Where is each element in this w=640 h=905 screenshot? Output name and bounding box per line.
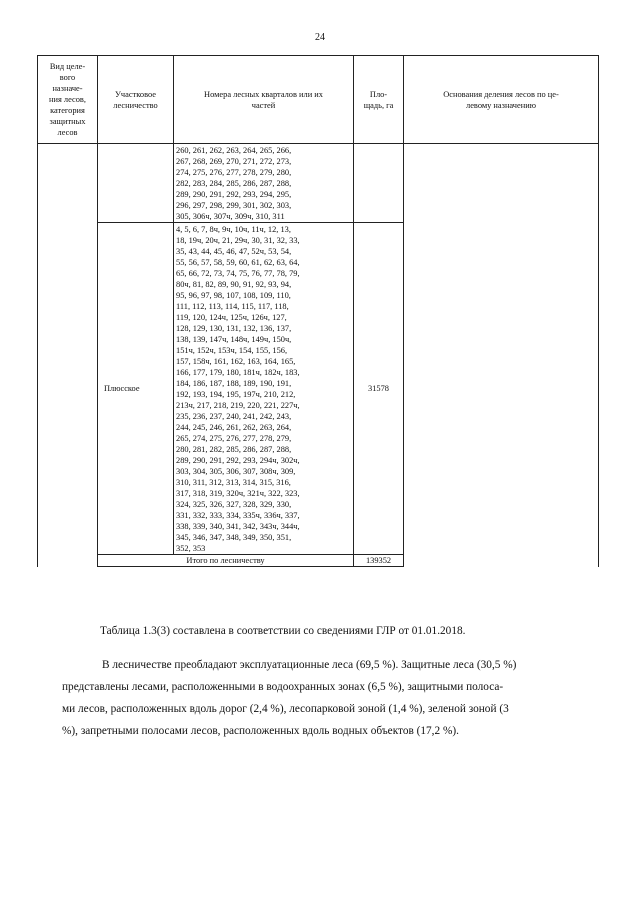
list-line: 65, 66, 72, 73, 74, 75, 76, 77, 78, 79, (176, 269, 300, 278)
forest-division-table (37, 55, 599, 567)
district-name: Плюсское (98, 223, 174, 555)
list-line: 305, 306ч, 307ч, 309ч, 310, 311 (176, 212, 285, 221)
quarter-list-plyusskoe (174, 223, 354, 555)
list-line: 289, 290, 291, 292, 293, 294, 295, (176, 190, 292, 199)
list-line: 35, 43, 44, 45, 46, 47, 52ч, 53, 54, (176, 247, 292, 256)
list-line: 317, 318, 319, 320ч, 321ч, 322, 323, (176, 489, 300, 498)
list-line: 331, 332, 333, 334, 335ч, 336ч, 337, (176, 511, 300, 520)
paragraph-line: %), запретными полосами лесов, расположенных вдоль водных объектов (17,2 %). (62, 725, 459, 737)
district-area: 31578 (354, 223, 404, 555)
header-area: Пло- щадь, га (354, 56, 404, 144)
list-line: 213ч, 217, 218, 219, 220, 221, 227ч, (176, 401, 300, 410)
page-number: 24 (315, 32, 325, 43)
paragraph-line: В лесничестве преобладают эксплуатационные леса (69,5 %). Защитные леса (30,5 %) (102, 659, 517, 671)
total-label: Итого по лесничеству (98, 555, 354, 567)
list-line: 157, 158ч, 161, 162, 163, 164, 165, (176, 357, 296, 366)
header-purpose-type: Вид целе- вого назначе- ния лесов, категория защитных лесов (38, 56, 98, 144)
quarter-list-continuation (174, 144, 354, 223)
division-basis-cell (404, 144, 599, 567)
area-cell-empty (354, 144, 404, 223)
paragraph-line: ми лесов, расположенных вдоль дорог (2,4 %), лесопарковой зоной (1,4 %), зеленой зоной (3 (62, 703, 509, 715)
list-line: 280, 281, 282, 285, 286, 287, 288, (176, 445, 292, 454)
list-line: 274, 275, 276, 277, 278, 279, 280, (176, 168, 292, 177)
paragraph-line: представлены лесами, расположенными в водоохранных зонах (6,5 %), защитными полоса- (62, 681, 504, 693)
body-paragraph (62, 654, 588, 742)
list-line: 166, 177, 179, 180, 181ч, 182ч, 183, (176, 368, 300, 377)
list-line: 235, 236, 237, 240, 241, 242, 243, (176, 412, 292, 421)
list-line: 4, 5, 6, 7, 8ч, 9ч, 10ч, 11ч, 12, 13, (176, 225, 291, 234)
district-cell-empty (98, 144, 174, 223)
list-line: 80ч, 81, 82, 89, 90, 91, 92, 93, 94, (176, 280, 292, 289)
list-line: 111, 112, 113, 114, 115, 117, 118, (176, 302, 289, 311)
list-line: 151ч, 152ч, 153ч, 154, 155, 156, (176, 346, 288, 355)
list-line: 119, 120, 124ч, 125ч, 126ч, 127, (176, 313, 287, 322)
purpose-type-cell (38, 144, 98, 567)
list-line: 138, 139, 147ч, 148ч, 149ч, 150ч, (176, 335, 292, 344)
list-line: 296, 297, 298, 299, 301, 302, 303, (176, 201, 292, 210)
table-row-continuation (38, 144, 599, 223)
list-line: 18, 19ч, 20ч, 21, 29ч, 30, 31, 32, 33, (176, 236, 300, 245)
total-value: 139352 (354, 555, 404, 567)
list-line: 192, 193, 194, 195, 197ч, 210, 212, (176, 390, 296, 399)
list-line: 352, 353 (176, 544, 206, 553)
list-line: 324, 325, 326, 327, 328, 329, 330, (176, 500, 292, 509)
list-line: 267, 268, 269, 270, 271, 272, 273, (176, 157, 292, 166)
table-caption: Таблица 1.3(3) составлена в соответствии со сведениями ГЛР от 01.01.2018. (100, 625, 466, 637)
header-district: Участковое лесничество (98, 56, 174, 144)
list-line: 128, 129, 130, 131, 132, 136, 137, (176, 324, 292, 333)
list-line: 260, 261, 262, 263, 264, 265, 266, (176, 146, 292, 155)
list-line: 184, 186, 187, 188, 189, 190, 191, (176, 379, 292, 388)
list-line: 55, 56, 57, 58, 59, 60, 61, 62, 63, 64, (176, 258, 300, 267)
list-line: 310, 311, 312, 313, 314, 315, 316, (176, 478, 291, 487)
list-line: 303, 304, 305, 306, 307, 308ч, 309, (176, 467, 296, 476)
list-line: 289, 290, 291, 292, 293, 294ч, 302ч, (176, 456, 300, 465)
header-quarter-numbers: Номера лесных кварталов или их частей (174, 56, 354, 144)
list-line: 95, 96, 97, 98, 107, 108, 109, 110, (176, 291, 291, 300)
table-header-row (38, 56, 599, 144)
list-line: 265, 274, 275, 276, 277, 278, 279, (176, 434, 292, 443)
list-line: 244, 245, 246, 261, 262, 263, 264, (176, 423, 292, 432)
list-line: 338, 339, 340, 341, 342, 343ч, 344ч, (176, 522, 300, 531)
list-line: 345, 346, 347, 348, 349, 350, 351, (176, 533, 292, 542)
list-line: 282, 283, 284, 285, 286, 287, 288, (176, 179, 292, 188)
header-division-basis: Основания деления лесов по це- левому назначению (404, 56, 599, 144)
